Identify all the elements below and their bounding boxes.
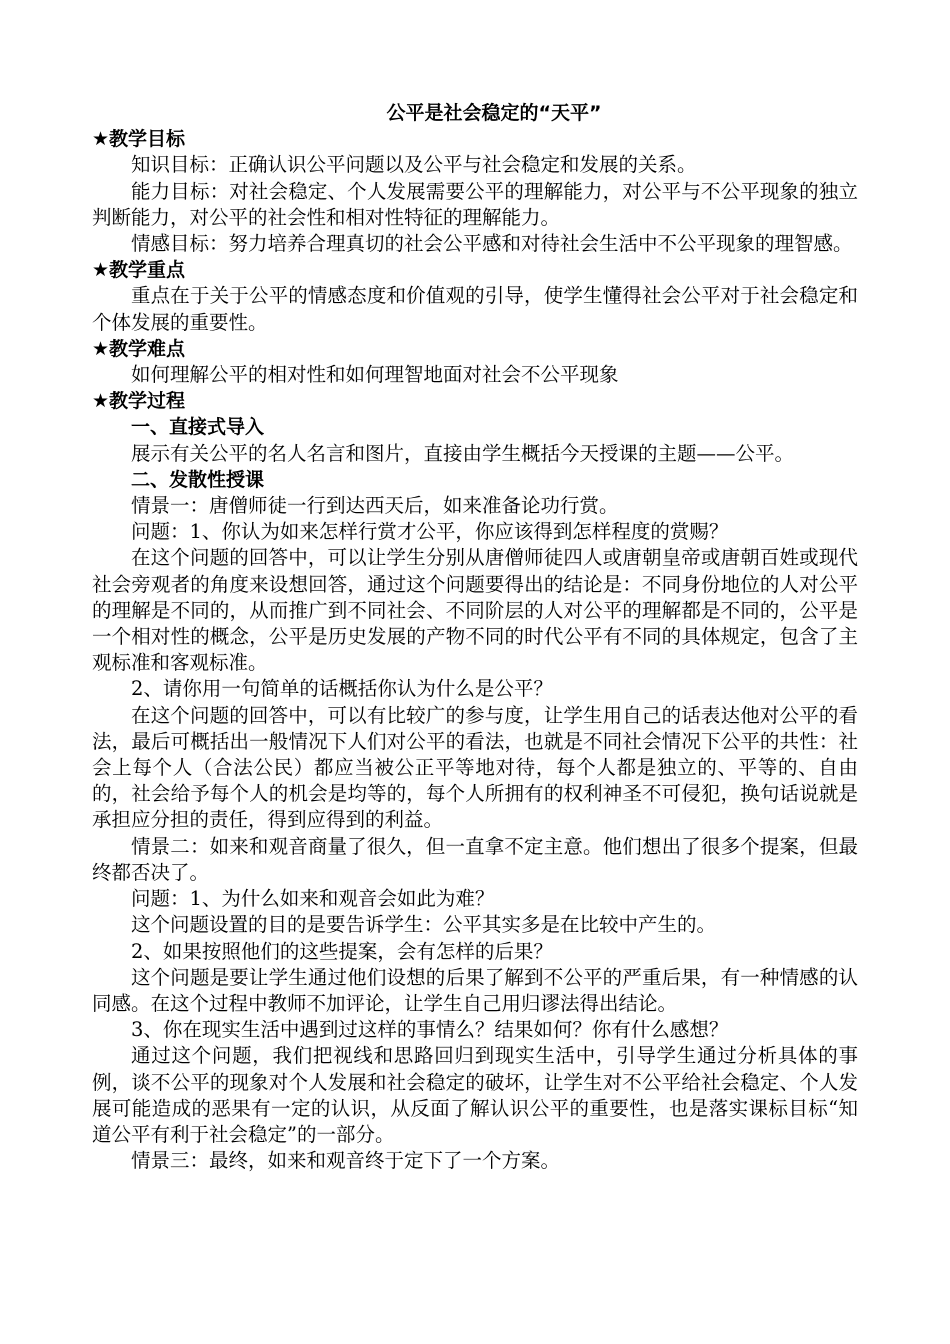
process-paragraph: 问题：1、你认为如来怎样行赏才公平，你应该得到怎样程度的赏赐？ <box>131 520 729 544</box>
process-paragraph: 这个问题是要让学生通过他们设想的后果了解到不公平的严重后果，有一种情感的认同感。在这个过程中教师不加评论，让学生自己用归谬法得出结论。 <box>92 965 858 1015</box>
process-paragraph: 问题：1、为什么如来和观音会如此为难？ <box>131 887 495 911</box>
process-paragraph: 通过这个问题，我们把视线和思路回归到现实生活中，引导学生通过分析具体的事例，谈不公平的现象对个人发展和社会稳定的破坏，让学生对不公平给社会稳定、个人发展可能造成的恶果有一定的认识，从反面了解认识公平的重要性，也是落实课标目标“知道公平有利于社会稳定”的一部分。 <box>92 1044 858 1146</box>
keypoints-paragraph: 重点在于关于公平的情感态度和价值观的引导，使学生懂得社会公平对于社会稳定和个体发展的重要性。 <box>92 284 858 334</box>
section-heading-difficulties: ★教学难点 <box>92 337 186 360</box>
emotion-goal-paragraph: 情感目标：努力培养合理真切的社会公平感和对待社会生活中不公平现象的理智感。 <box>131 232 853 256</box>
section-heading-goals: ★教学目标 <box>92 128 186 151</box>
part1-paragraph: 展示有关公平的名人名言和图片，直接由学生概括今天授课的主题——公平。 <box>131 441 795 465</box>
process-paragraph: 情景二：如来和观音商量了很久，但一直拿不定主意。他们想出了很多个提案，但最终都否决了。 <box>92 834 858 884</box>
document-title: 公平是社会稳定的“天平” <box>386 102 602 124</box>
part1-heading: 一、直接式导入 <box>131 416 265 439</box>
process-paragraph: 在这个问题的回答中，可以让学生分别从唐僧师徒四人或唐朝皇帝或唐朝百姓或现代社会旁观者的角度来设想回答，通过这个问题要得出的结论是：不同身份地位的人对公平的理解是不同的，从而推广到不同社会、不同阶层的人对公平的理解都是不同的，公平是一个相对性的概念，公平是历史发展的产物不同的时代公平有不同的具体规定，包含了主观标准和客观标准。 <box>92 546 858 675</box>
section-heading-keypoints: ★教学重点 <box>92 259 186 282</box>
process-paragraph: 2、请你用一句简单的话概括你认为什么是公平？ <box>131 677 553 701</box>
knowledge-goal-paragraph: 知识目标：正确认识公平问题以及公平与社会稳定和发展的关系。 <box>131 153 697 177</box>
process-paragraph: 在这个问题的回答中，可以有比较广的参与度，让学生用自己的话表达他对公平的看法，最后可概括出一般情况下人们对公平的看法，也就是不同社会情况下公平的共性：社会上每个人（合法公民）都应当被公正平等地对待，每个人都是独立的、平等的、自由的，社会给予每个人的机会是均等的，每个人所拥有的权利神圣不可侵犯，换句话说就是承担应分担的责任，得到应得到的利益。 <box>92 703 858 832</box>
process-paragraph: 3、你在现实生活中遇到过这样的事情么？结果如何？你有什么感想？ <box>131 1018 729 1042</box>
document-page <box>92 100 858 1174</box>
section-heading-process: ★教学过程 <box>92 390 186 413</box>
process-paragraph: 2、如果按照他们的这些提案，会有怎样的后果？ <box>131 939 553 963</box>
part2-heading: 二、发散性授课 <box>131 468 265 491</box>
difficulties-paragraph: 如何理解公平的相对性和如何理智地面对社会不公平现象 <box>131 363 619 387</box>
process-paragraph: 情景三：最终，如来和观音终于定下了一个方案。 <box>131 1149 561 1173</box>
process-paragraph: 这个问题设置的目的是要告诉学生：公平其实多是在比较中产生的。 <box>131 913 717 937</box>
process-paragraph: 情景一：唐僧师徒一行到达西天后，如来准备论功行赏。 <box>131 494 619 518</box>
ability-goal-paragraph: 能力目标：对社会稳定、个人发展需要公平的理解能力，对公平与不公平现象的独立判断能力，对公平的社会性和相对性特征的理解能力。 <box>92 179 858 229</box>
